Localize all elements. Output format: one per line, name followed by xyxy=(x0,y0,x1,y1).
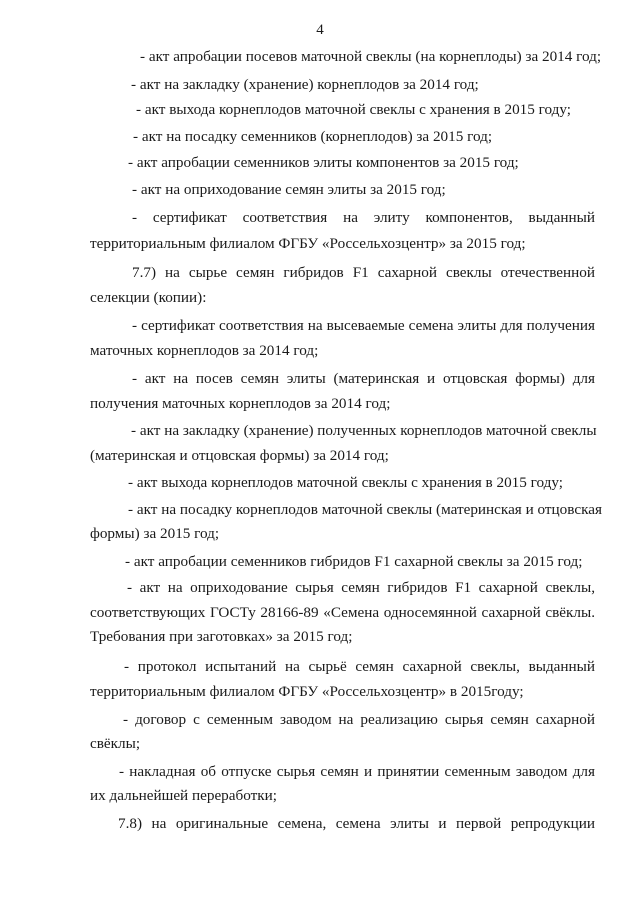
text-line: 7.8) на оригинальные семена, семена элиты и первой репродукции xyxy=(118,815,595,832)
text-line: 7.7) на сырье семян гибридов F1 сахарной свеклы отечественной xyxy=(132,264,595,281)
text-line: свёклы; xyxy=(90,735,141,752)
text-line: - накладная об отпуске сырья семян и принятии семенным заводом для xyxy=(119,763,595,780)
text-line: - акт апробации семенников элиты компонентов за 2015 год; xyxy=(128,154,519,171)
text-line: территориальным филиалом ФГБУ «Россельхозцентр» в 2015году; xyxy=(90,683,524,700)
text-line: территориальным филиалом ФГБУ «Россельхозцентр» за 2015 год; xyxy=(90,235,526,252)
text-line: - протокол испытаний на сырьё семян сахарной свеклы, выданный xyxy=(124,658,595,675)
text-line: - акт апробации семенников гибридов F1 сахарной свеклы за 2015 год; xyxy=(125,553,583,570)
text-line: - акт на оприходование семян элиты за 2015 год; xyxy=(132,181,446,198)
page-number: 4 xyxy=(316,22,324,38)
text-line: их дальнейшей переработки; xyxy=(90,787,278,804)
text-line: - акт выхода корнеплодов маточной свеклы с хранения в 2015 году; xyxy=(128,474,563,491)
text-line: - акт на посев семян элиты (материнская и отцовская формы) для xyxy=(132,370,595,387)
text-line: - сертификат соответствия на элиту компонентов, выданный xyxy=(132,209,595,226)
text-line: формы) за 2015 год; xyxy=(90,525,220,542)
text-line: - акт апробации посевов маточной свеклы (на корнеплоды) за 2014 год; xyxy=(140,48,602,65)
text-line: селекции (копии): xyxy=(90,289,207,306)
text-line: - акт на закладку (хранение) полученных корнеплодов маточной свеклы xyxy=(131,422,597,439)
text-line: - акт на посадку корнеплодов маточной свеклы (материнская и отцовская xyxy=(128,501,602,518)
text-line: - акт на оприходование сырья семян гибридов F1 сахарной свеклы, xyxy=(127,579,595,596)
text-line: - договор с семенным заводом на реализацию сырья семян сахарной xyxy=(123,711,595,728)
text-line: Требования при заготовках» за 2015 год; xyxy=(90,628,353,645)
text-line: - сертификат соответствия на высеваемые семена элиты для получения xyxy=(132,317,595,334)
text-line: соответствующих ГОСТу 28166-89 «Семена односемянной сахарной свёклы. xyxy=(90,604,595,621)
text-line: - акт на закладку (хранение) корнеплодов за 2014 год; xyxy=(131,76,479,93)
text-line: получения маточных корнеплодов за 2014 год; xyxy=(90,395,391,412)
text-line: - акт на посадку семенников (корнеплодов) за 2015 год; xyxy=(133,128,493,145)
text-line: - акт выхода корнеплодов маточной свеклы с хранения в 2015 году; xyxy=(136,101,571,118)
text-line: (материнская и отцовская формы) за 2014 год; xyxy=(90,447,389,464)
text-line: маточных корнеплодов за 2014 год; xyxy=(90,342,319,359)
